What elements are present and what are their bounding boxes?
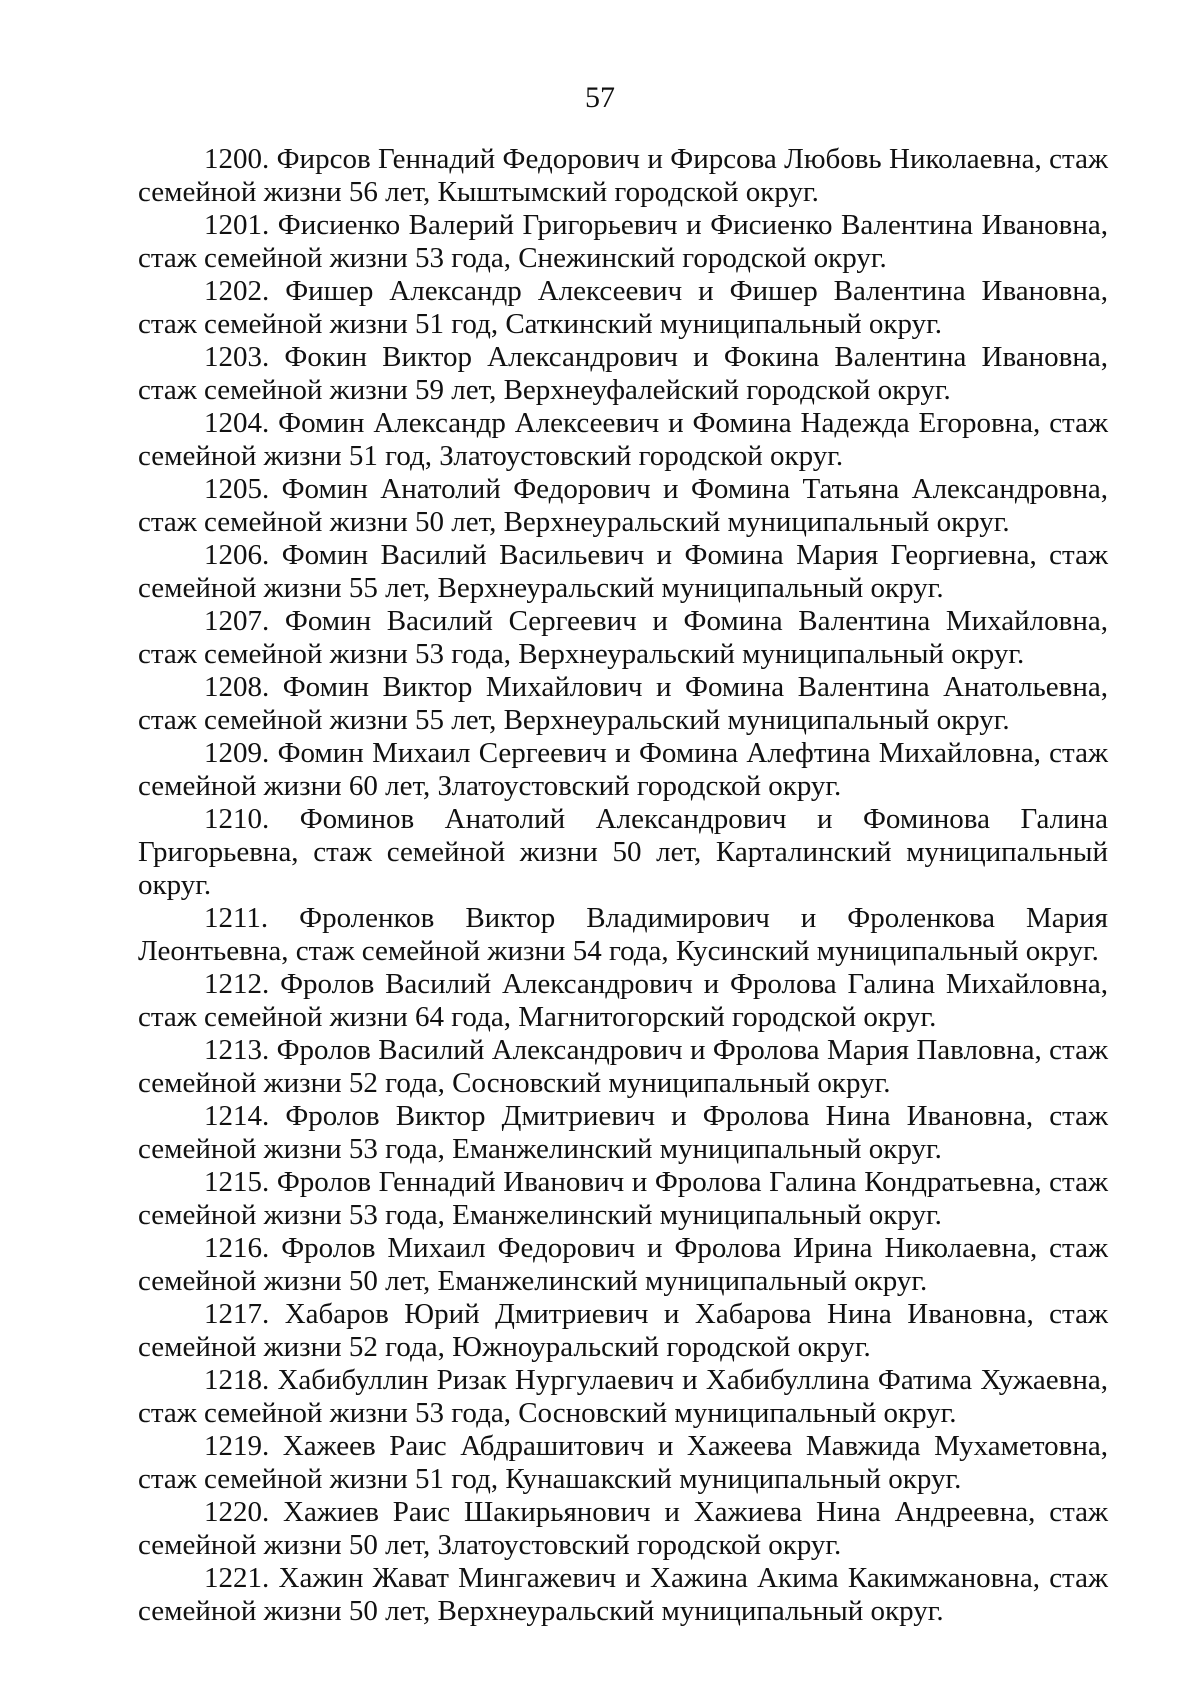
list-item: 1204. Фомин Александр Алексеевич и Фомина Надежда Егоровна, стаж семейной жизни 51 год, Златоустовский городской округ.: [138, 407, 1108, 472]
list-item: 1205. Фомин Анатолий Федорович и Фомина Татьяна Александровна, стаж семейной жизни 50 лет, Верхнеуральский муниципальный округ.: [138, 473, 1108, 538]
list-item: 1215. Фролов Геннадий Иванович и Фролова Галина Кондратьевна, стаж семейной жизни 53 года, Еманжелинский муниципальный округ.: [138, 1166, 1108, 1231]
list-item: 1213. Фролов Василий Александрович и Фролова Мария Павловна, стаж семейной жизни 52 года, Сосновский муниципальный округ.: [138, 1034, 1108, 1099]
list-item: 1217. Хабаров Юрий Дмитриевич и Хабарова Нина Ивановна, стаж семейной жизни 52 года, Южноуральский городской округ.: [138, 1298, 1108, 1363]
list-item: 1207. Фомин Василий Сергеевич и Фомина Валентина Михайловна, стаж семейной жизни 53 года, Верхнеуральский муниципальный округ.: [138, 605, 1108, 670]
list-item: 1200. Фирсов Геннадий Федорович и Фирсова Любовь Николаевна, стаж семейной жизни 56 лет, Кыштымский городской округ.: [138, 143, 1108, 208]
list-item: 1208. Фомин Виктор Михайлович и Фомина Валентина Анатольевна, стаж семейной жизни 55 лет, Верхнеуральский муниципальный округ.: [138, 671, 1108, 736]
list-item: 1218. Хабибуллин Ризак Нургулаевич и Хабибуллина Фатима Хужаевна, стаж семейной жизни 53 года, Сосновский муниципальный округ.: [138, 1364, 1108, 1429]
list-item: 1220. Хажиев Раис Шакирьянович и Хажиева Нина Андреевна, стаж семейной жизни 50 лет, Златоустовский городской округ.: [138, 1496, 1108, 1561]
list-item: 1210. Фоминов Анатолий Александрович и Фоминова Галина Григорьевна, стаж семейной жизни 50 лет, Карталинский муниципальный округ.: [138, 803, 1108, 901]
list-item: 1211. Фроленков Виктор Владимирович и Фроленкова Мария Леонтьевна, стаж семейной жизни 54 года, Кусинский муниципальный округ.: [138, 902, 1108, 967]
document-body: [138, 143, 1108, 1628]
list-item: 1202. Фишер Александр Алексеевич и Фишер Валентина Ивановна, стаж семейной жизни 51 год, Саткинский муниципальный округ.: [138, 275, 1108, 340]
list-item: 1221. Хажин Жават Мингажевич и Хажина Акима Какимжановна, стаж семейной жизни 50 лет, Верхнеуральский муниципальный округ.: [138, 1562, 1108, 1627]
list-item: 1212. Фролов Василий Александрович и Фролова Галина Михайловна, стаж семейной жизни 64 года, Магнитогорский городской округ.: [138, 968, 1108, 1033]
list-item: 1206. Фомин Василий Васильевич и Фомина Мария Георгиевна, стаж семейной жизни 55 лет, Верхнеуральский муниципальный округ.: [138, 539, 1108, 604]
page-number: 57: [585, 81, 615, 114]
list-item: 1216. Фролов Михаил Федорович и Фролова Ирина Николаевна, стаж семейной жизни 50 лет, Еманжелинский муниципальный округ.: [138, 1232, 1108, 1297]
list-item: 1201. Фисиенко Валерий Григорьевич и Фисиенко Валентина Ивановна, стаж семейной жизни 53 года, Снежинский городской округ.: [138, 209, 1108, 274]
list-item: 1214. Фролов Виктор Дмитриевич и Фролова Нина Ивановна, стаж семейной жизни 53 года, Еманжелинский муниципальный округ.: [138, 1100, 1108, 1165]
list-item: 1219. Хажеев Раис Абдрашитович и Хажеева Мавжида Мухаметовна, стаж семейной жизни 51 год, Кунашакский муниципальный округ.: [138, 1430, 1108, 1495]
list-item: 1203. Фокин Виктор Александрович и Фокина Валентина Ивановна, стаж семейной жизни 59 лет, Верхнеуфалейский городской округ.: [138, 341, 1108, 406]
list-item: 1209. Фомин Михаил Сергеевич и Фомина Алефтина Михайловна, стаж семейной жизни 60 лет, Златоустовский городской округ.: [138, 737, 1108, 802]
